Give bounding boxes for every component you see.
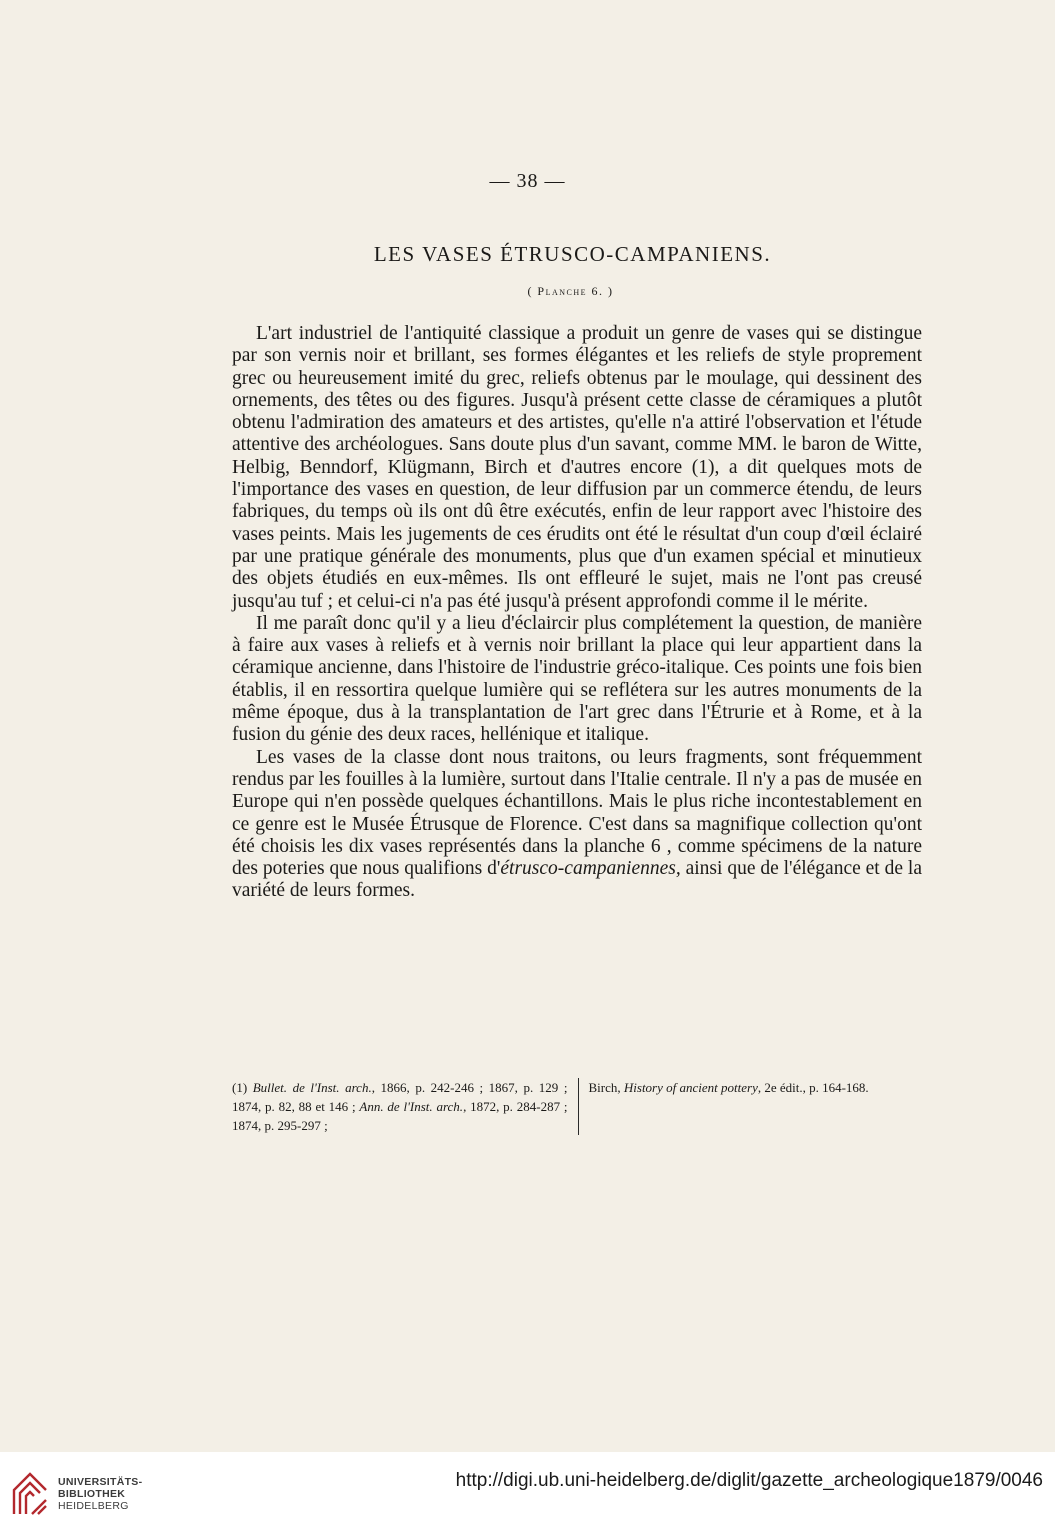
footnote-left-column [232,1078,579,1135]
library-name-line-1: UNIVERSITÄTS- [58,1476,143,1488]
library-name-line-3: HEIDELBERG [58,1500,129,1512]
library-name [58,1476,142,1512]
viewer-footer [0,1452,1055,1536]
library-name-line-2: BIBLIOTHEK [58,1488,126,1500]
footnote-book-title: History of ancient pottery [623,1080,758,1095]
article-body [232,323,922,903]
footnote-edition: , 2e édit., p. 164-168. [757,1080,869,1095]
library-logo-icon [10,1470,50,1518]
paragraph-3-end: ainsi que de l'élégance et de la variété de leurs formes. [232,858,922,902]
paragraph-3 [232,747,922,903]
paragraph-3-italic: étrusco-campaniennes, [500,858,681,880]
footnote-right-column [579,1078,923,1135]
paragraph-3-start: Les vases de la classe dont nous traitons, ou leurs fragments, sont fréquemment rendus par les fouilles à la lumière, surtout dans l'Italie centrale. Il n'y a pas de musée en Europe qui n'en possède quelques échantillons. Mais le plus riche incontestablement en ce genre est le Musée Étrusque de Florence. C'est dans sa magnifique collection qu'ont été choisis les dix vases représentés dans la planche 6 , comme spécimens de la nature des poteries que nous qualifions d' [232,746,922,880]
paragraph-2: Il me paraît donc qu'il y a lieu d'éclaircir plus complétement la question, de manière à faire aux vases à reliefs et à vernis noir brillant la place qui leur appartient dans la céramique ancienne, dans l'histoire de l'industrie gréco-italique. Ces points une fois bien établis, il en ressortira quelque lumière qui se reflétera sur les autres monuments de la même époque, dus à la transplantation de l'art grec dans l'Étrurie et à Rome, et à la fusion du génie des deux races, hellénique et italique. [232,612,922,746]
footnote-text-2: , 1872, p. 284-287 ; 1874, p. 295-297 ; [232,1099,568,1133]
footnote-marker: (1) [232,1080,253,1095]
plate-reference: ( Planche 6. ) [527,284,614,298]
permalink-url[interactable]: http://digi.ub.uni-heidelberg.de/diglit/gazette_archeologique1879/0046 [455,1470,1043,1491]
footnote-citation-2: Ann. de l'Inst. arch. [359,1099,464,1114]
article-title: LES VASES ÉTRUSCO-CAMPANIENS. [373,242,772,266]
footnotes [232,1078,922,1135]
footnote-author: Birch, [588,1080,624,1095]
footnote-text-1: , 1866, p. 242-246 ; 1867, p. 129 ; 1874, p. 82, 88 et 146 ; [232,1080,568,1114]
page-number: — 38 — [489,170,566,192]
paragraph-1: L'art industriel de l'antiquité classique a produit un genre de vases qui se distingue par son vernis noir et brillant, ses formes élégantes et les reliefs de style proprement grec ou heureusement imité du grec, reliefs obtenus par le moulage, qui dessinent des ornements, des têtes ou des figures. Jusqu'à présent cette classe de céramiques a plutôt obtenu l'admiration des amateurs et des artistes, qu'elle n'a attiré l'observation et l'étude attentive des archéologues. Sans doute plus d'un savant, comme MM. le baron de Witte, Helbig, Benndorf, Klügmann, Birch et d'autres encore (1), a dit quelques mots de l'importance des vases en question, de leur diffusion par un commerce étendu, de leurs fabriques, du temps où ils ont dû être exécutés, enfin de leur rapport avec l'histoire des vases peints. Mais les jugements de ces érudits ont été le résultat d'un coup d'œil éclairé par une pratique générale des monuments, plus que d'un examen spécial et minutieux des objets étudiés en eux-mêmes. Ils ont effleuré le sujet, mais ne l'ont pas creusé jusqu'au tuf ; et celui-ci n'a pas été jusqu'à présent approfondi comme il le mérite. [232,323,922,612]
footnote-citation-1: Bullet. de l'Inst. arch. [252,1080,372,1095]
